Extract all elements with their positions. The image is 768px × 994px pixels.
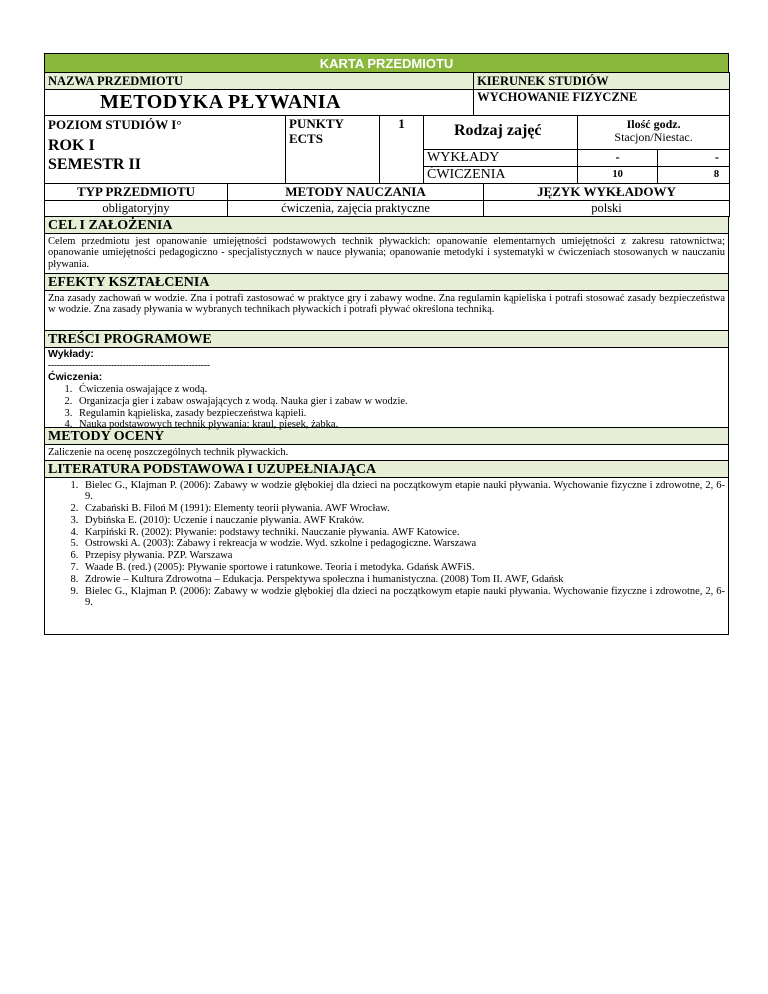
hours-label: Ilość godz. (626, 117, 681, 131)
list-item: 1. Ćwiczenia oswajające z wodą. (75, 384, 725, 396)
list-item: 4. Nauka podstawowych technik pływania: kraul, piesek, żabka. (75, 419, 725, 431)
list-item: 7. Waade B. (red.) (2005): Pływanie sportowe i ratunkowe. Teoria i metodyka. Gdańsk AWFiS. (81, 562, 725, 574)
subject-name-value: METODYKA PŁYWANIA (45, 90, 474, 116)
ects-value: 1 (380, 116, 424, 184)
study-year: ROK I (48, 137, 95, 154)
lectures-stac: - (578, 150, 658, 167)
card-title: KARTA PRZEDMIOTU (44, 53, 729, 72)
exercises-stac: 10 (578, 167, 658, 184)
list-item: 5. Ostrowski A. (2003): Zabawy i rekreacja w wodzie. Wyd. szkolne i pedagogiczne. Warszawa (81, 538, 725, 550)
hours-sub: Stacjon/Niestac. (614, 130, 693, 144)
exercises-row-label: ĆWICZENIA (424, 167, 578, 184)
list-item: 2. Czabański B. Filoń M (1991): Elementy teorii pływania. AWF Wrocław. (81, 503, 725, 515)
lectures-niestac: - (658, 150, 730, 167)
assessment-text: Zaliczenie na ocenę poszczególnych technik pływackich. (44, 445, 729, 461)
class-type-label: Rodzaj zajęć (424, 116, 578, 150)
goals-heading: CEL I ZAŁOŻENIA (44, 217, 729, 234)
list-item: 8. Zdrowie – Kultura Zdrowotna – Edukacja. Perspektywa społeczna i humanistyczna. (2008) Tom II. AWF, Gdańsk (81, 574, 725, 586)
program-heading: TREŚCI PROGRAMOWE (44, 331, 729, 348)
outcomes-heading: EFEKTY KSZTAŁCENIA (44, 274, 729, 291)
teaching-methods-value: ćwiczenia, zajęcia praktyczne (228, 200, 484, 216)
exercises-list (48, 384, 725, 431)
study-level-label: POZIOM STUDIÓW I° (48, 117, 182, 132)
ects-label-2: ECTS (289, 131, 323, 146)
literature-heading: LITERATURA PODSTAWOWA I UZUPEŁNIAJĄCA (44, 461, 729, 478)
course-type-label: TYP PRZEDMIOTU (45, 184, 228, 200)
teaching-methods-label: METODY NAUCZANIA (228, 184, 484, 200)
field-of-study-value: WYCHOWANIE FIZYCZNE (474, 90, 730, 116)
literature-content (44, 478, 729, 635)
hours-header (578, 116, 730, 150)
course-meta-table (44, 184, 730, 217)
lectures-row-label: WYKŁADY (424, 150, 578, 167)
study-level-cell (45, 116, 286, 184)
goals-text: Celem przedmiotu jest opanowanie umiejętności podstawowych technik pływackich: opanowanie elementarnych umiejętności z zakresu ratownictwa; opanowanie umiejętności pedagogiczno - specjalistycznych w nauce pływania; opanowanie metodyki i systematyki w ćwiczeniach stosowanych w nauczaniu pływania. (44, 234, 729, 274)
assessment-heading: METODY OCENY (44, 428, 729, 445)
exercises-subheading: Ćwiczenia: (48, 371, 103, 384)
course-type-value: obligatoryjny (45, 200, 228, 216)
language-label: JĘZYK WYKŁADOWY (484, 184, 730, 200)
exercises-niestac: 8 (658, 167, 730, 184)
lectures-subheading: Wykłady: (48, 347, 94, 360)
course-card (44, 53, 729, 635)
outcomes-text: Zna zasady zachowań w wodzie. Zna i potrafi zastosować w praktyce gry i zabawy wodne. Zna regulamin kąpieliska i potrafi stosować zasady bezpieczeństwa w wodzie. Zna zasady pływania w wybranych technikach pływackich i potrafi pływać określona techniką. (44, 291, 729, 331)
list-item: 1. Bielec G., Klajman P. (2006): Zabawy w wodzie głębokiej dla dzieci na początkowym etapie nauki pływania. Wychowanie fizyczne i zdrowotne, 2, 6-9. (81, 480, 725, 504)
lectures-dashes: ------------------------------------------------------ (48, 360, 210, 371)
program-content (44, 347, 729, 431)
list-item: 4. Karpiński R. (2002): Pływanie: podstawy techniki. Nauczanie pływania. AWF Katowice. (81, 527, 725, 539)
list-item: 9. Bielec G., Klajman P. (2006): Zabawy w wodzie głębokiej dla dzieci na początkowym etapie nauki pływania. Wychowanie fizyczne i zdrowotne, 2, 6-9. (81, 586, 725, 610)
list-item: 3. Regulamin kąpieliska, zasady bezpieczeństwa kąpieli. (75, 408, 725, 420)
study-semester: SEMESTR II (48, 156, 141, 173)
field-of-study-label: KIERUNEK STUDIÓW (474, 73, 730, 90)
list-item: 6. Przepisy pływania. PZP. Warszawa (81, 550, 725, 562)
language-value: polski (484, 200, 730, 216)
list-item: 3. Dybińska E. (2010): Uczenie i nauczanie pływania. AWF Kraków. (81, 515, 725, 527)
header-table (44, 72, 730, 184)
subject-name-label: NAZWA PRZEDMIOTU (45, 73, 474, 90)
list-item: 2. Organizacja gier i zabaw oswajających z wodą. Nauka gier i zabaw w wodzie. (75, 396, 725, 408)
ects-label-1: PUNKTY (289, 116, 344, 131)
literature-list (48, 480, 725, 610)
ects-label-cell (286, 116, 380, 184)
